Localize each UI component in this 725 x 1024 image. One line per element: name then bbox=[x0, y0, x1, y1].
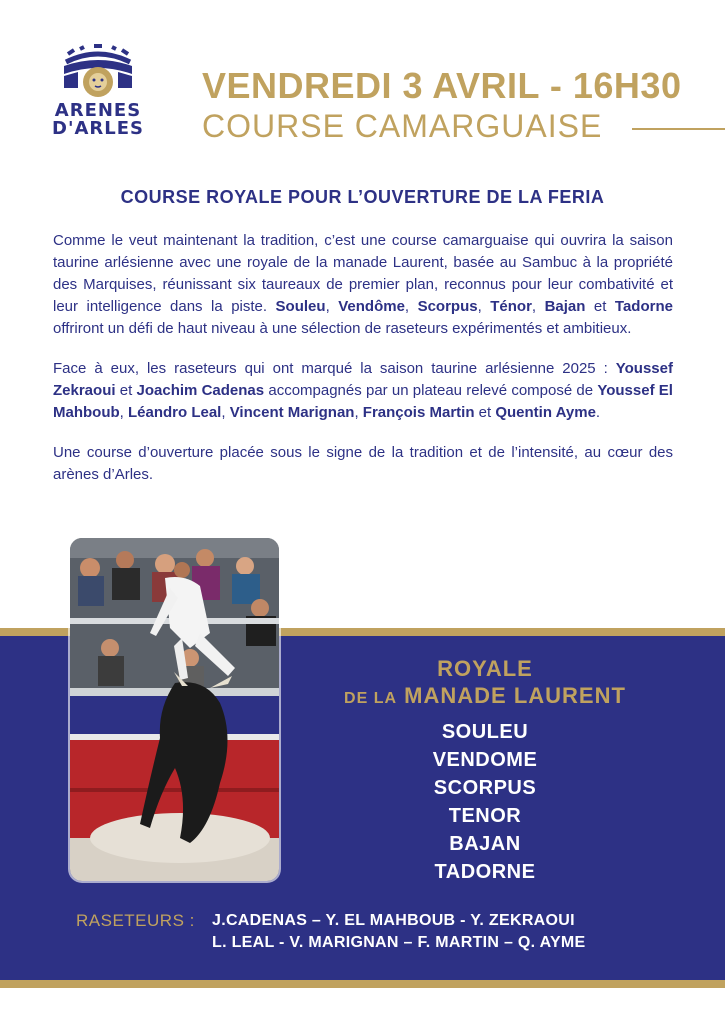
text-run: Face à eux, les raseteurs qui ont marqué la saison taurine arlésienne 2025 : bbox=[53, 360, 616, 377]
raseteurs-line-1: J.CADENAS – Y. EL MAHBOUB - Y. ZEKRAOUI bbox=[212, 912, 575, 929]
event-headline: VENDREDI 3 AVRIL - 16H30 bbox=[202, 65, 682, 106]
bull-item: TENOR bbox=[448, 805, 522, 827]
royale-subtitle bbox=[300, 683, 670, 712]
bull-item: BAJAN bbox=[449, 833, 521, 855]
text-run: , bbox=[531, 298, 545, 315]
royale-title: ROYALE bbox=[437, 656, 533, 681]
text-run: Une course d’ouverture placée sous le signe de la tradition et de l’intensité, au cœur des arènes d’Arles. bbox=[53, 444, 673, 483]
text-run: . bbox=[595, 404, 601, 421]
bold-name: François Martin bbox=[362, 404, 475, 421]
bold-name: Souleu bbox=[275, 298, 326, 315]
royale-sub-large: MANADE LAURENT bbox=[404, 683, 626, 708]
bold-name: Vincent Marignan bbox=[229, 404, 355, 421]
text-run: , bbox=[477, 298, 491, 315]
course-photo bbox=[70, 538, 279, 881]
text-run: , bbox=[325, 298, 339, 315]
text-run: accompagnés par un plateau relevé composé de bbox=[264, 382, 598, 399]
arenes-logo bbox=[46, 44, 150, 144]
bull-item: SOULEU bbox=[441, 721, 529, 743]
event-subhead: COURSE CAMARGUAISE bbox=[202, 108, 603, 144]
text-run: et bbox=[585, 298, 615, 315]
raseteurs-line-2: L. LEAL - V. MARIGNAN – F. MARTIN – Q. AYME bbox=[212, 934, 586, 951]
bull-item: VENDOME bbox=[432, 749, 538, 771]
text-run: et bbox=[115, 382, 137, 399]
bold-name: Ténor bbox=[490, 298, 532, 315]
text-run: , bbox=[404, 298, 418, 315]
text-run: , bbox=[354, 404, 363, 421]
raseteurs-label: RASETEURS : bbox=[76, 911, 195, 930]
text-run: , bbox=[221, 404, 230, 421]
text-run: , bbox=[119, 404, 128, 421]
paragraph-1 bbox=[53, 230, 673, 340]
paragraph-3 bbox=[53, 442, 673, 486]
bold-name: Youssef Zekraoui bbox=[53, 360, 673, 399]
royale-sub-small: DE LA bbox=[344, 690, 398, 707]
gold-divider bbox=[632, 128, 725, 130]
bold-name: Léandro Leal bbox=[128, 404, 222, 421]
section-title: COURSE ROYALE POUR L’OUVERTURE DE LA FERIA bbox=[120, 187, 605, 207]
logo-line-1: ARENES bbox=[54, 100, 142, 121]
bold-name: Vendôme bbox=[338, 298, 405, 315]
bull-item: SCORPUS bbox=[433, 777, 537, 799]
paragraph-2 bbox=[53, 358, 673, 424]
bold-name: Quentin Ayme bbox=[495, 404, 596, 421]
bulls-list bbox=[300, 718, 670, 886]
text-run: Comme le veut maintenant la tradition, c’est une course camarguaise qui ouvrira la saison taurine arlésienne avec une royale de la manade Laurent, basée au Sambuc à la propriété des Marquises, réunissant six taureaux de premier plan, reconnus pour leur combativité et leur intelligence dans la piste. bbox=[53, 232, 673, 315]
bold-name: Joachim Cadenas bbox=[136, 382, 265, 399]
gold-band-bottom bbox=[0, 980, 725, 988]
text-run: offriront un défi de haut niveau à une sélection de raseteurs expérimentés et ambitieux. bbox=[53, 320, 632, 337]
text-run: et bbox=[474, 404, 496, 421]
bull-item: TADORNE bbox=[434, 861, 536, 883]
bold-name: Tadorne bbox=[614, 298, 673, 315]
bold-name: Youssef El Mahboub bbox=[53, 382, 673, 421]
body-text bbox=[53, 230, 673, 504]
bold-name: Scorpus bbox=[417, 298, 478, 315]
logo-line-2: D'ARLES bbox=[52, 118, 144, 139]
arena-lion-icon bbox=[58, 44, 138, 102]
bold-name: Bajan bbox=[544, 298, 586, 315]
